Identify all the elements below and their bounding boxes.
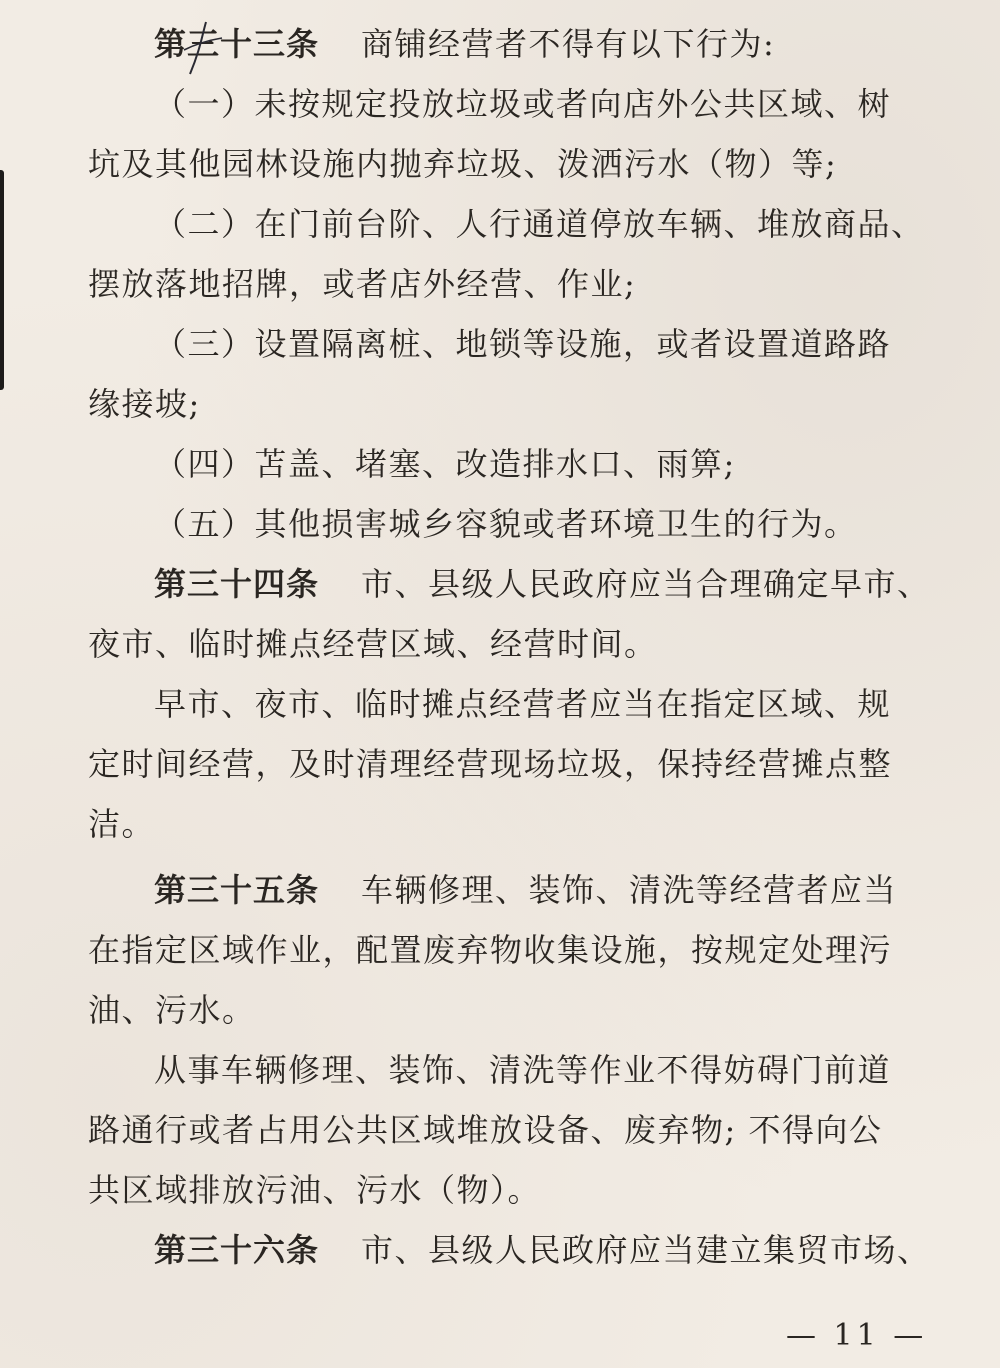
article-36-heading: [88, 1220, 931, 1280]
document-body: [88, 14, 931, 1280]
article-34-p2-line-2: 定时间经营，及时清理经营现场垃圾，保持经营摊点整: [88, 745, 893, 783]
article-35-line-2: 在指定区域作业，配置废弃物收集设施，按规定处理污: [88, 931, 893, 969]
article-33-item-1-line-1: （一）未按规定投放垃圾或者向店外公共区域、树: [154, 85, 892, 123]
article-35-p2-line-2: 路通行或者占用公共区域堆放设备、废弃物; 不得向公: [88, 1111, 883, 1149]
article-33-item-5: （五）其他损害城乡容貌或者环境卫生的行为。: [154, 505, 858, 543]
article-35-heading: [88, 860, 918, 920]
article-33-item-1-line-2: 坑及其他园林设施内抛弃垃圾、泼洒污水（物）等;: [88, 145, 838, 183]
article-36-number: 第三十六条: [154, 1231, 320, 1269]
article-35-number: 第三十五条: [154, 871, 320, 909]
article-33-item-2-line-2: 摆放落地招牌，或者店外经营、作业;: [88, 265, 637, 303]
article-34-p2-line-3: 洁。: [88, 805, 156, 843]
article-33-item-3-line-1: （三）设置隔离桩、地锁等设施，或者设置道路路: [154, 325, 892, 363]
article-34-number: 第三十四条: [154, 565, 320, 603]
pen-correction-mark: [184, 20, 224, 80]
article-36-line-1: 市、县级人民政府应当建立集贸市场、: [361, 1231, 931, 1269]
article-33-item-2-line-1: （二）在门前台阶、人行通道停放车辆、堆放商品、: [154, 205, 925, 243]
article-35-p2-line-1: 从事车辆修理、装饰、清洗等作业不得妨碍门前道: [154, 1051, 892, 1089]
article-34-line-1: 市、县级人民政府应当合理确定早市、: [361, 565, 931, 603]
article-34-heading: [88, 554, 931, 614]
article-35-p2-line-3: 共区域排放污油、污水（物）。: [88, 1171, 542, 1209]
article-35-line-1: 车辆修理、装饰、清洗等经营者应当: [361, 871, 898, 909]
article-34-line-2: 夜市、临时摊点经营区域、经营时间。: [88, 625, 658, 663]
article-33-heading: [88, 14, 918, 74]
page-number: — 11 —: [786, 1318, 928, 1353]
article-33-text: 商铺经营者不得有以下行为:: [361, 25, 776, 63]
article-33-number: 第三十三条: [154, 25, 320, 63]
article-35-line-3: 油、污水。: [88, 991, 256, 1029]
article-34-p2-line-1: 早市、夜市、临时摊点经营者应当在指定区域、规: [154, 685, 892, 723]
article-33-item-4: （四）苫盖、堵塞、改造排水口、雨箅;: [154, 445, 736, 483]
article-33-item-3-line-2: 缘接坡;: [88, 385, 201, 423]
binding-mark: [0, 170, 4, 390]
